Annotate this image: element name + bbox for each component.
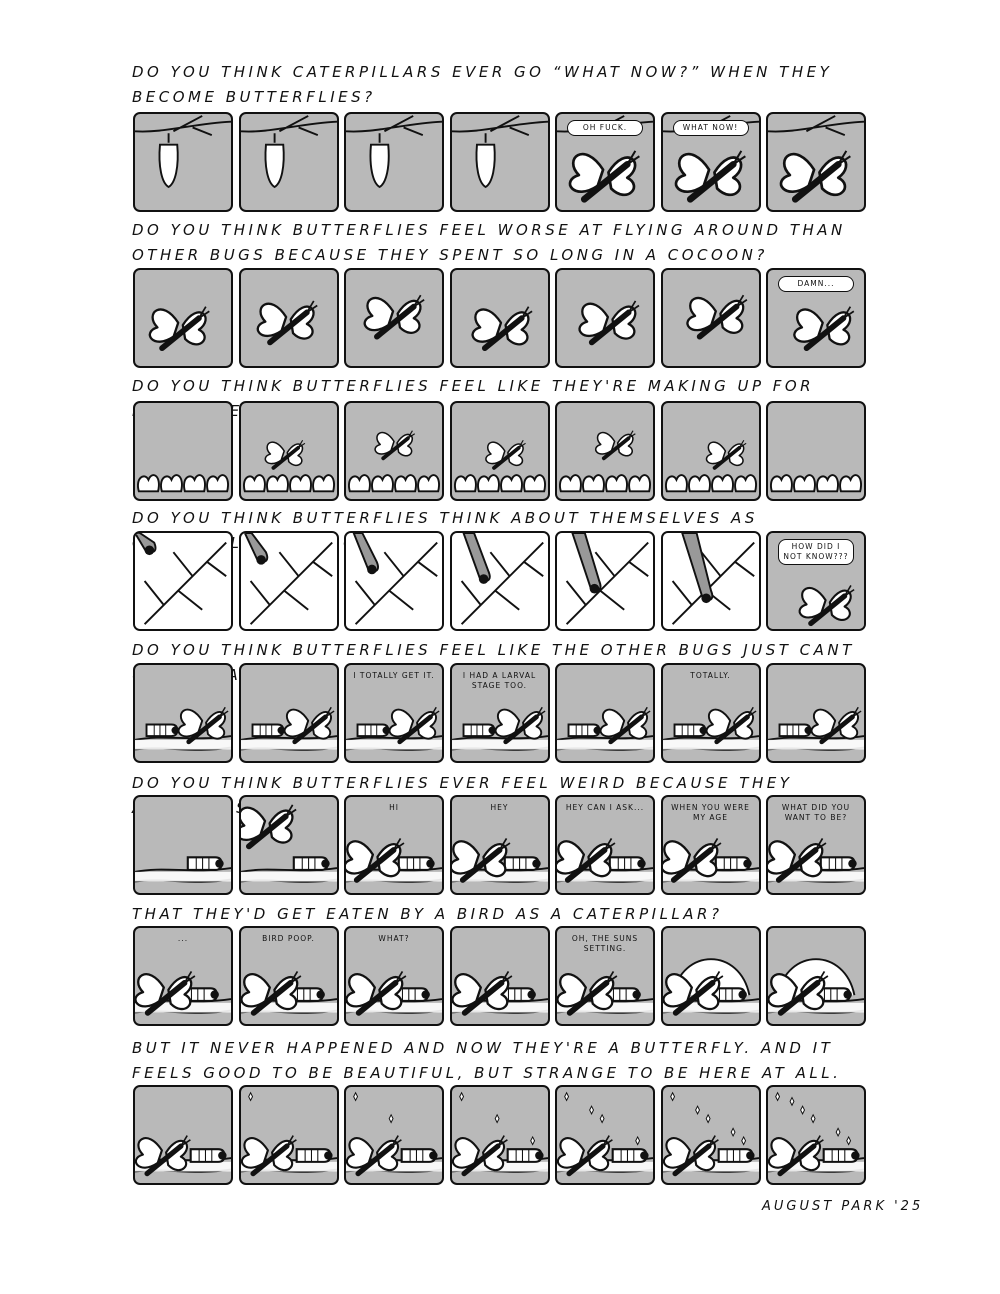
comic-panel: [766, 268, 866, 368]
comic-panel: [239, 1085, 339, 1185]
comic-panel: [344, 401, 444, 501]
panel-art: [768, 1087, 864, 1183]
speech-text: OH FUCK.: [567, 120, 643, 136]
comic-panel: [344, 531, 444, 631]
comic-panel: [239, 112, 339, 212]
comic-panel: [450, 795, 550, 895]
panel-row-8: [133, 1085, 868, 1187]
comic-panel: [450, 663, 550, 763]
comic-panel: [344, 112, 444, 212]
speech-text: ...: [177, 934, 189, 943]
speech-text: HEY: [490, 803, 509, 812]
panel-art: [241, 403, 337, 499]
comic-panel: [555, 112, 655, 212]
comic-panel: [450, 268, 550, 368]
panel-row-6: [133, 795, 868, 897]
comic-panel: [133, 926, 233, 1026]
comic-panel: [344, 795, 444, 895]
panel-row-7: [133, 926, 868, 1028]
panel-art: [452, 270, 548, 366]
comic-panel: [344, 268, 444, 368]
panel-art: [663, 1087, 759, 1183]
panel-art: [241, 114, 337, 210]
comic-panel: [239, 268, 339, 368]
panel-art: [346, 270, 442, 366]
panel-row-4: [133, 531, 868, 633]
panel-art: [557, 1087, 653, 1183]
speech-text: HOW DID I NOT KNOW???: [778, 539, 854, 565]
panel-art: [241, 797, 337, 893]
caption-6: DO YOU THINK BUTTERFLIES EVER FEEL WEIRD BECAUSE THEY: [132, 774, 793, 792]
panel-row-3: [133, 401, 868, 503]
comic-panel: [766, 926, 866, 1026]
panel-row-2: [133, 268, 868, 370]
comic-panel: [555, 531, 655, 631]
comic-panel: [450, 401, 550, 501]
artist-signature: AUGUST PARK '25: [762, 1199, 924, 1214]
panel-art: [557, 665, 653, 761]
comic-panel: [450, 1085, 550, 1185]
speech-text: HI: [389, 803, 399, 812]
comic-panel: [555, 268, 655, 368]
comic-panel: [766, 112, 866, 212]
panel-art: [241, 665, 337, 761]
panel-art: [135, 114, 231, 210]
comic-panel: [450, 531, 550, 631]
panel-art: [452, 403, 548, 499]
panel-art: [663, 928, 759, 1024]
comic-panel: [661, 531, 761, 631]
comic-panel: [555, 401, 655, 501]
comic-panel: [555, 926, 655, 1026]
comic-panel: [450, 112, 550, 212]
speech-text: TOTALLY.: [690, 671, 731, 680]
speech-text: WHAT?: [378, 934, 410, 943]
speech-text: OH, THE SUNS SETTING.: [571, 934, 642, 953]
caption-3: DO YOU THINK BUTTERFLIES FEEL LIKE THEY'RE MAKING UP FOR: [132, 377, 815, 395]
panel-art: [346, 533, 442, 629]
comic-panel: [133, 663, 233, 763]
comic-panel: [661, 926, 761, 1026]
panel-art: [135, 270, 231, 366]
speech-text: I TOTALLY GET IT.: [353, 671, 435, 680]
panel-art: [135, 665, 231, 761]
comic-panel: [344, 663, 444, 763]
caption-8: BUT IT NEVER HAPPENED AND NOW THEY'RE A BUTTERFLY. AND IT FEELS GOOD TO BE BEAUTIFUL, BUT STRANGE TO BE HERE AT ALL.: [132, 1039, 842, 1082]
comic-panel: [661, 401, 761, 501]
comic-panel: [661, 663, 761, 763]
comic-panel: [133, 1085, 233, 1185]
caption-7: THAT THEY'D GET EATEN BY A BIRD AS A CATERPILLAR?: [132, 905, 723, 923]
comic-panel: [661, 795, 761, 895]
panel-art: [241, 1087, 337, 1183]
comic-panel: [344, 1085, 444, 1185]
panel-art: [452, 928, 548, 1024]
panel-art: [768, 928, 864, 1024]
panel-art: [768, 665, 864, 761]
panel-art: [135, 1087, 231, 1183]
panel-art: [557, 403, 653, 499]
speech-text: WHAT DID YOU WANT TO BE?: [781, 803, 854, 822]
panel-row-1: [133, 112, 868, 214]
comic-panel: [133, 531, 233, 631]
comic-panel: [555, 663, 655, 763]
panel-art: [135, 797, 231, 893]
comic-panel: [239, 531, 339, 631]
panel-art: [663, 403, 759, 499]
panel-art: [768, 114, 864, 210]
speech-text: HEY CAN I ASK...: [565, 803, 645, 812]
panel-art: [135, 533, 231, 629]
panel-art: [663, 533, 759, 629]
panel-art: [241, 270, 337, 366]
panel-art: [768, 403, 864, 499]
comic-panel: [766, 401, 866, 501]
speech-text: WHAT NOW!: [673, 120, 749, 136]
panel-art: [452, 114, 548, 210]
comic-panel: [344, 926, 444, 1026]
comic-panel: [766, 795, 866, 895]
caption-5: DO YOU THINK BUTTERFLIES FEEL LIKE THE OTHER BUGS JUST CANT: [132, 641, 855, 659]
caption-4: DO YOU THINK BUTTERFLIES THINK ABOUT THEMSELVES AS: [132, 509, 758, 527]
comic-panel: [239, 795, 339, 895]
panel-art: [452, 533, 548, 629]
comic-panel: [133, 268, 233, 368]
speech-text: WHEN YOU WERE MY AGE: [671, 803, 754, 822]
comic-panel: [766, 663, 866, 763]
comic-panel: [133, 401, 233, 501]
comic-panel: [239, 401, 339, 501]
panel-row-5: [133, 663, 868, 765]
caption-2: DO YOU THINK BUTTERFLIES FEEL WORSE AT FLYING AROUND THAN OTHER BUGS BECAUSE THEY SPENT SO LONG IN A COCOON?: [132, 221, 855, 264]
speech-text: I HAD A LARVAL STAGE TOO.: [462, 671, 540, 690]
comic-panel: [555, 795, 655, 895]
comic-panel: [661, 1085, 761, 1185]
caption-1: DO YOU THINK CATERPILLARS EVER GO “WHAT NOW?” WHEN THEY BECOME BUTTERFLIES?: [132, 63, 841, 106]
speech-text: BIRD POOP.: [262, 934, 315, 943]
comic-panel: [661, 112, 761, 212]
comic-panel: [239, 663, 339, 763]
comic-panel: [450, 926, 550, 1026]
comic-panel: [555, 1085, 655, 1185]
comic-panel: [239, 926, 339, 1026]
panel-art: [557, 533, 653, 629]
panel-art: [557, 270, 653, 366]
comic-panel: [133, 112, 233, 212]
panel-art: [346, 403, 442, 499]
speech-text: DAMN...: [778, 276, 854, 292]
comic-panel: [133, 795, 233, 895]
comic-panel: [766, 531, 866, 631]
panel-art: [452, 1087, 548, 1183]
panel-art: [241, 533, 337, 629]
comic-panel: [661, 268, 761, 368]
comic-panel: [766, 1085, 866, 1185]
panel-art: [663, 270, 759, 366]
panel-art: [346, 114, 442, 210]
panel-art: [346, 1087, 442, 1183]
panel-art: [135, 403, 231, 499]
